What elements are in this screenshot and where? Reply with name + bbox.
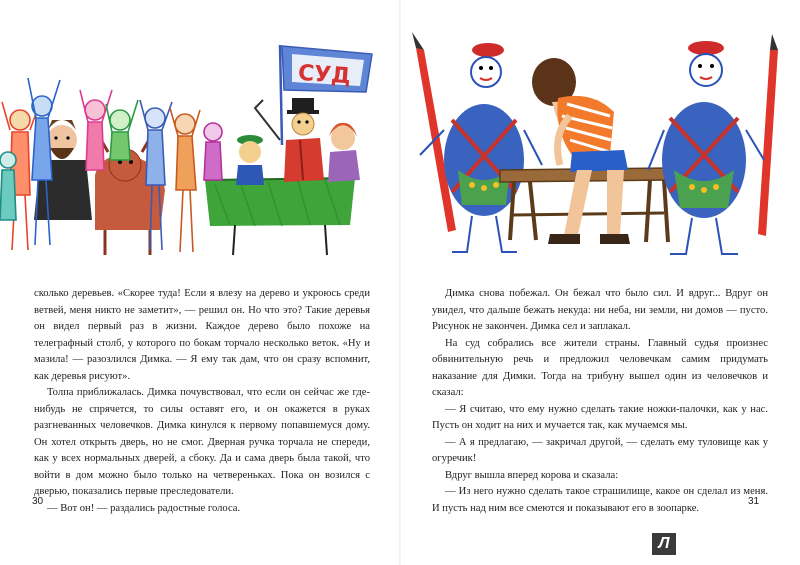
court-sign-text: СУД (297, 60, 352, 90)
illustration-boy-bench (402, 20, 800, 260)
small-figure (236, 135, 264, 185)
paragraph: сколько деревьев. «Скорее туда! Если я влезу на дерево и укроюсь среди ветвей, меня никто не заметит», — решил он. Но что это? Такие деревья он видел первый раз в жизни. Каждое дерево было похоже на телеграфный столб, у которого по бокам торчало несколько веток. «Ну и мазила! — разозлился Димка. — Я ему так дам, что он сразу вспомнит, как деревья рисуют». (34, 288, 370, 382)
paragraph: — Я считаю, что ему нужно сделать такие ножки-палочки, как у нас. Пусть он ходит на них и мучается так, как мучаемся мы. (432, 403, 768, 431)
left-page-text (34, 286, 370, 517)
paragraph: Толпа приближалась. Димка почувствовал, что если он сейчас же где-нибудь не спрячется, то силы оставят его, и он окажется в руках разгневанных человечков. Димка кинулся к первому попавшемуся дому. Он хотел открыть дверь, но не смог. Дверная ручка торчала не спереди, как у всех нормальных дверей, а сбоку. Да и сама дверь была такой, что войти в дом можно было только на четвереньках. Пока он возился с дверью, показались первые преследователи. (34, 387, 370, 497)
boy-figure (532, 58, 630, 244)
page-number-right: 31 (748, 496, 760, 507)
page-number-left: 30 (32, 496, 44, 507)
labirint-logo-badge: Л (652, 533, 676, 555)
paragraph: Вдруг вышла вперед корова и сказала: (445, 469, 619, 481)
illustration-court-crowd (0, 20, 400, 260)
helper-figure (328, 123, 360, 182)
paragraph: Димка снова побежал. Он бежал что было сил. И вдруг... Вдруг он увидел, что дальше бежать некуда: ни неба, ни земли, ни домов — пусто. Рисунок не закончен. Димка сел и заплакал. (432, 288, 768, 332)
judge-figure (255, 98, 324, 182)
paragraph: На суд собрались все жители страны. Главный судья произнес обвинительную речь и предложил человечкам самим придумать наказание для Димки. Тогда на трибуну вышел один из человечков и сказал: (432, 337, 768, 398)
paragraph: — А я предлагаю, — закричал другой, — сделать ему туловище как у огуречик! (432, 436, 768, 464)
judge-table (205, 178, 355, 255)
right-page-text (432, 286, 768, 517)
right-pencil (758, 34, 778, 236)
paragraph: — Из него нужно сделать такое страшилище, какое он сделал из меня. И пусть над ним все смеются и показывают его в зоопарке. (432, 486, 768, 514)
paragraph: — Вот он! — раздались радостные голоса. (47, 502, 241, 514)
